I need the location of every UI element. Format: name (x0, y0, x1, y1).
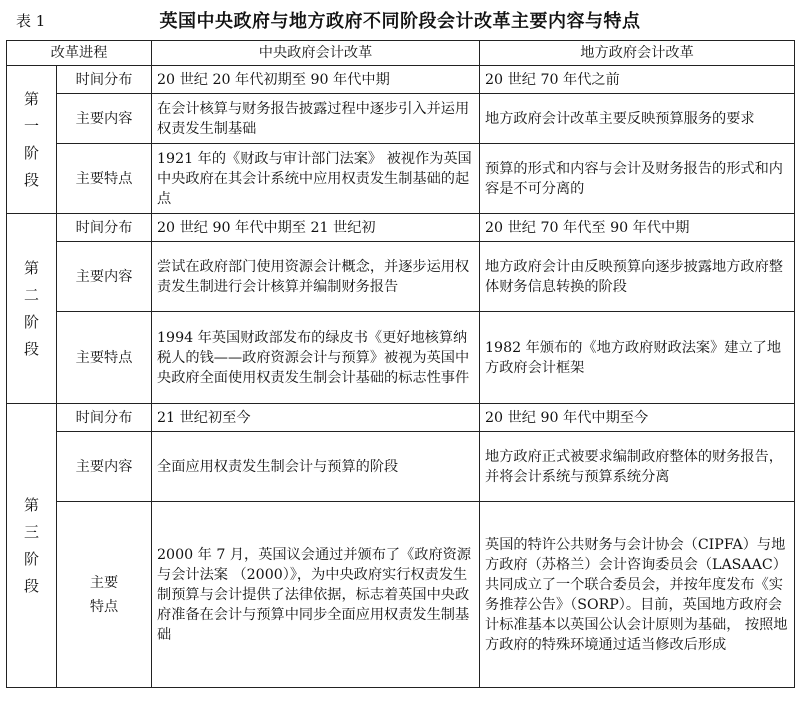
central-cell: 在会计核算与财务报告披露过程中逐步引入并运用权责发生制基础 (152, 94, 480, 144)
column-header-reform-process: 改革进程 (7, 41, 152, 66)
central-cell: 全面应用权责发生制会计与预算的阶段 (152, 432, 480, 502)
table-label: 表 1 (16, 12, 46, 30)
row-attribute: 时间分布 (57, 66, 152, 94)
local-cell: 英国的特许公共财务与会计协会（CIPFA）与地方政府（苏格兰）会计咨询委员会（LASAAC）共同成立了一个联合委员会，并按年度发布《实务推荐公告》（SORP）。目前，英国地方政府会计标准基本以英国公认会计原则为基础， 按照地方政府的特殊环境通过适当修改后形成 (480, 502, 795, 688)
table-header-row (7, 41, 795, 66)
local-cell: 地方政府会计改革主要反映预算服务的要求 (480, 94, 795, 144)
stage-label (7, 404, 57, 688)
row-attribute: 主要内容 (57, 94, 152, 144)
table-header (6, 0, 794, 40)
table-title: 英国中央政府与地方政府不同阶段会计改革主要内容与特点 (159, 11, 641, 32)
row-attribute: 主要内容 (57, 242, 152, 312)
row-attribute: 时间分布 (57, 214, 152, 242)
local-cell: 20 世纪 70 年代之前 (480, 66, 795, 94)
table-row (7, 502, 795, 688)
local-cell: 20 世纪 70 年代至 90 年代中期 (480, 214, 795, 242)
stage-label (7, 214, 57, 404)
central-cell: 21 世纪初至今 (152, 404, 480, 432)
stage-label (7, 66, 57, 214)
central-cell: 2000 年 7 月，英国议会通过并颁布了《政府资源与会计法案 （2000）》，为中央政府实行权责发生制预算与会计提供了法律依据，标志着英国中央政府准备在会计与预算中同步全面应用权责发生制基础 (152, 502, 480, 688)
local-cell: 预算的形式和内容与会计及财务报告的形式和内容是不可分离的 (480, 144, 795, 214)
local-cell: 1982 年颁布的《地方政府财政法案》建立了地方政府会计框架 (480, 312, 795, 404)
table-row (7, 214, 795, 242)
table-row (7, 312, 795, 404)
row-attribute: 主要特点 (57, 312, 152, 404)
row-attribute: 主要特点 (57, 144, 152, 214)
table-row (7, 94, 795, 144)
table-row (7, 242, 795, 312)
column-header-central: 中央政府会计改革 (152, 41, 480, 66)
local-cell: 地方政府正式被要求编制政府整体的财务报告， 并将会计系统与预算系统分离 (480, 432, 795, 502)
row-attribute: 时间分布 (57, 404, 152, 432)
central-cell: 尝试在政府部门使用资源会计概念，并逐步运用权责发生制进行会计核算并编制财务报告 (152, 242, 480, 312)
central-cell: 20 世纪 20 年代初期至 90 年代中期 (152, 66, 480, 94)
stage-name: 第三阶段 (24, 495, 40, 595)
reform-table (6, 40, 795, 688)
local-cell: 20 世纪 90 年代中期至今 (480, 404, 795, 432)
column-header-local: 地方政府会计改革 (480, 41, 795, 66)
table-row (7, 432, 795, 502)
central-cell: 1994 年英国财政部发布的绿皮书《更好地核算纳税人的钱——政府资源会计与预算》被视为英国中央政府全面使用权责发生制会计基础的标志性事件 (152, 312, 480, 404)
local-cell: 地方政府会计由反映预算向逐步披露地方政府整体财务信息转换的阶段 (480, 242, 795, 312)
table-row (7, 66, 795, 94)
table-row (7, 144, 795, 214)
central-cell: 20 世纪 90 年代中期至 21 世纪初 (152, 214, 480, 242)
row-attribute: 主要内容 (57, 432, 152, 502)
table-row (7, 404, 795, 432)
stage-name: 第一阶段 (24, 89, 40, 189)
row-attribute: 主要特点 (57, 502, 152, 688)
central-cell: 1921 年的《财政与审计部门法案》 被视作为英国中央政府在其会计系统中应用权责发生制基础的起点 (152, 144, 480, 214)
stage-name: 第二阶段 (24, 258, 40, 358)
